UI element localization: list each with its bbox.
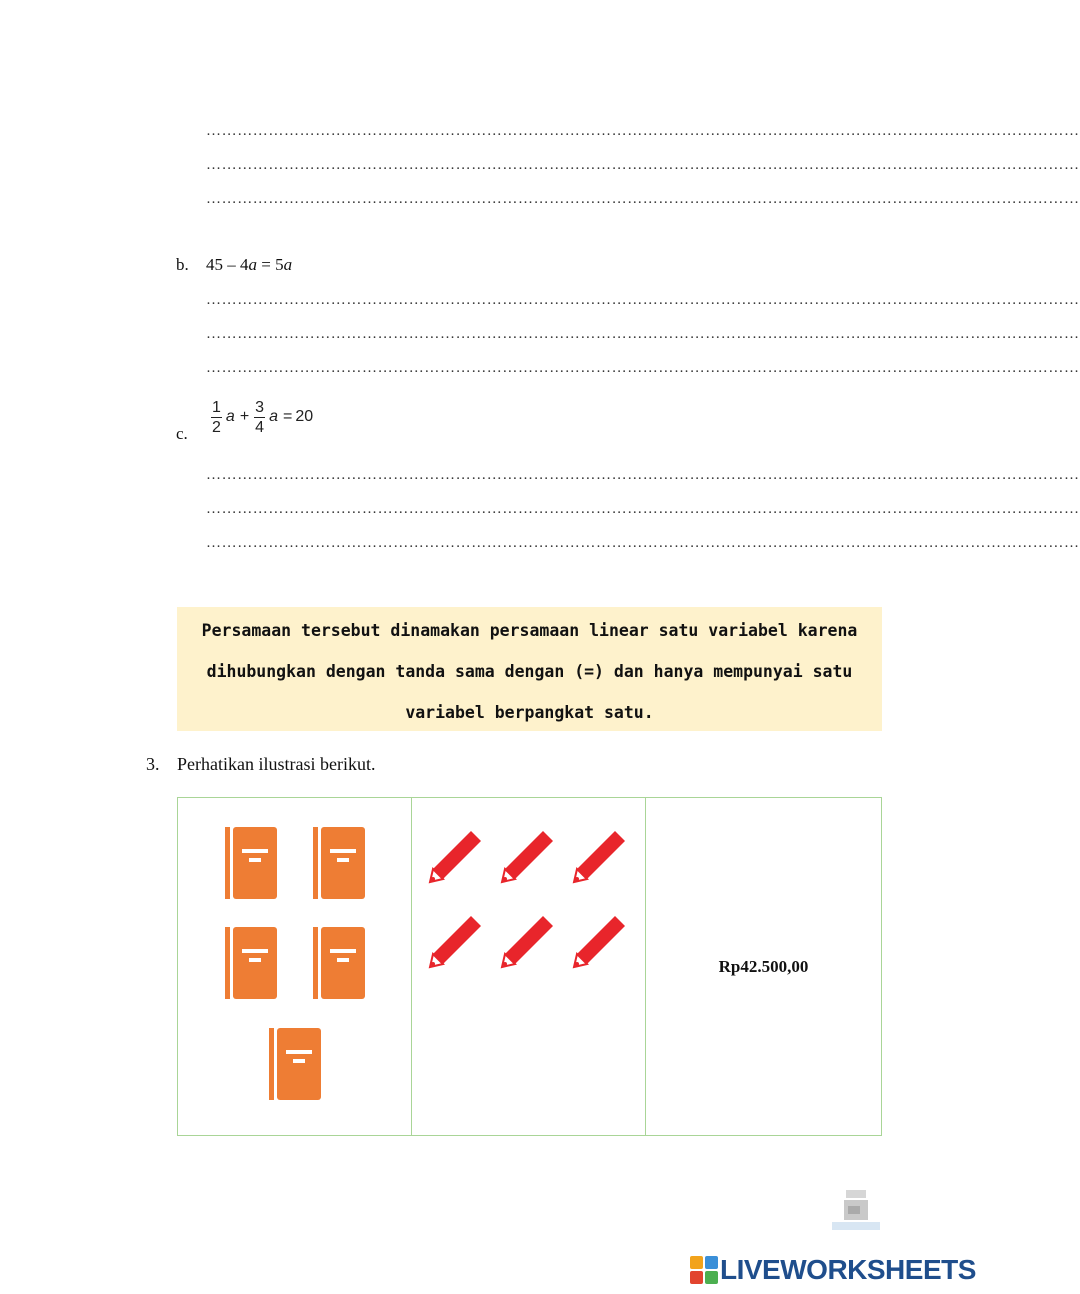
book-icon bbox=[313, 927, 365, 999]
question-3-text: Perhatikan ilustrasi berikut. bbox=[177, 754, 376, 774]
book-icon bbox=[225, 927, 277, 999]
pencil-icon bbox=[499, 825, 559, 885]
answer-line-c3[interactable]: …………………………………………………………………………………………………………………………………………………… bbox=[206, 535, 1080, 551]
question-b-label: b. bbox=[176, 255, 189, 274]
eq-b-lhs: 45 bbox=[206, 255, 223, 274]
illustration-table bbox=[177, 797, 882, 1136]
fraction-three-quarters bbox=[254, 398, 265, 437]
question-b-equation bbox=[206, 254, 292, 276]
note-line-3: variabel berpangkat satu. bbox=[405, 703, 654, 722]
eq-b-var: a bbox=[248, 255, 257, 274]
book-icon bbox=[225, 827, 277, 899]
price-cell bbox=[646, 798, 882, 1136]
pencil-icon bbox=[427, 825, 487, 885]
question-3-number: 3. bbox=[146, 754, 160, 774]
logo-text: LIVEWORKSHEETS bbox=[720, 1254, 976, 1285]
definition-note bbox=[177, 607, 882, 731]
answer-line-b3[interactable]: …………………………………………………………………………………………………………………………………………………… bbox=[206, 360, 1080, 376]
price-label: Rp42.500,00 bbox=[718, 956, 809, 976]
eq-c-equals: = bbox=[282, 408, 293, 425]
eq-c-plus: + bbox=[239, 408, 250, 425]
eq-b-var2: a bbox=[283, 255, 293, 274]
pencils-cell bbox=[412, 798, 646, 1136]
answer-line-a1[interactable]: …………………………………………………………………………………………………………………………………………………… bbox=[206, 123, 1080, 139]
frac2-numerator: 3 bbox=[255, 398, 265, 416]
pencil-icon bbox=[571, 910, 631, 970]
liveworksheets-logo[interactable] bbox=[690, 1252, 976, 1288]
note-line-2: dihubungkan dengan tanda sama dengan (=) dan hanya mempunyai satu bbox=[206, 662, 853, 681]
eq-c-var2: a bbox=[269, 408, 278, 425]
pencil-icon bbox=[571, 825, 631, 885]
answer-line-b2[interactable]: …………………………………………………………………………………………………………………………………………………… bbox=[206, 326, 1080, 342]
answer-line-c2[interactable]: …………………………………………………………………………………………………………………………………………………… bbox=[206, 501, 1080, 517]
note-line-1: Persamaan tersebut dinamakan persamaan linear satu variabel karena bbox=[201, 621, 858, 640]
eq-c-rhs: 20 bbox=[295, 408, 314, 425]
eq-b-minus: – 4 bbox=[223, 255, 249, 274]
answer-line-a3[interactable]: …………………………………………………………………………………………………………………………………………………… bbox=[206, 191, 1080, 207]
answer-line-a2[interactable]: …………………………………………………………………………………………………………………………………………………… bbox=[206, 157, 1080, 173]
frac1-denominator: 2 bbox=[212, 418, 221, 436]
book-icon bbox=[313, 827, 365, 899]
pencil-icon bbox=[499, 910, 559, 970]
fraction-one-half bbox=[211, 398, 222, 437]
pencil-icon bbox=[427, 910, 487, 970]
question-c-equation bbox=[209, 394, 313, 440]
frac1-numerator: 1 bbox=[212, 398, 221, 416]
answer-line-b1[interactable]: …………………………………………………………………………………………………………………………………………………… bbox=[206, 292, 1080, 308]
frac2-denominator: 4 bbox=[255, 418, 265, 436]
logo-mark-icon bbox=[690, 1256, 718, 1284]
eq-c-var: a bbox=[225, 408, 235, 425]
answer-line-c1[interactable]: …………………………………………………………………………………………………………………………………………………… bbox=[206, 467, 1080, 483]
book-icon bbox=[269, 1028, 321, 1100]
question-c-label: c. bbox=[176, 424, 188, 443]
thumbnail-icon[interactable] bbox=[832, 1188, 880, 1232]
eq-b-equals: = 5 bbox=[257, 255, 284, 274]
books-cell bbox=[178, 798, 412, 1136]
